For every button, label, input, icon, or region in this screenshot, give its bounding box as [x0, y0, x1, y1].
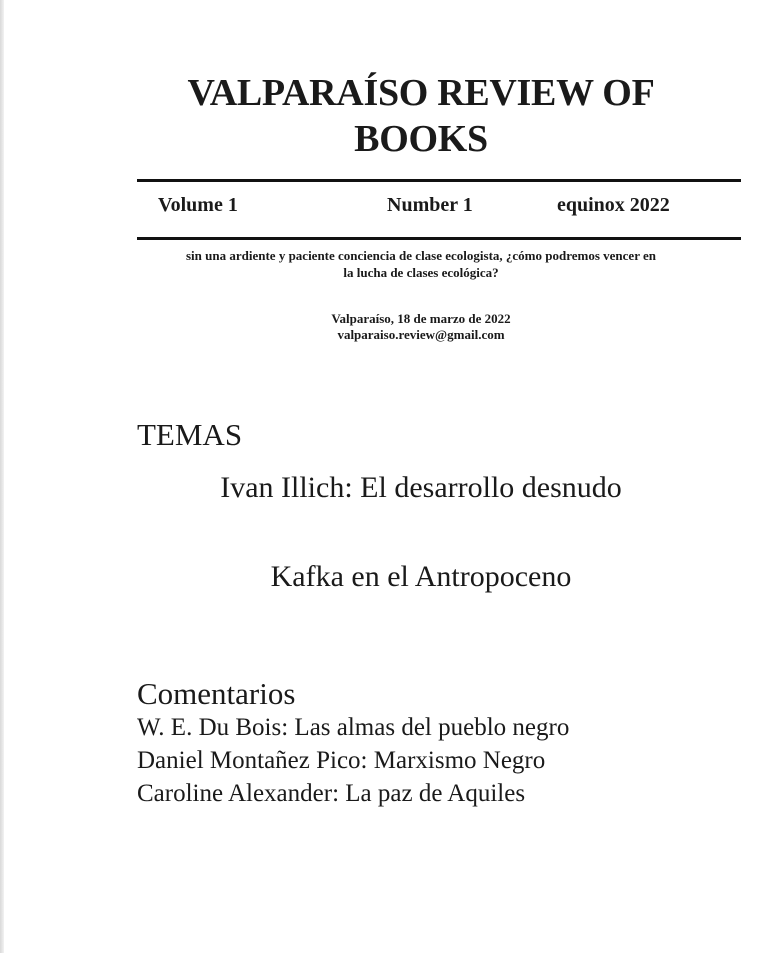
email-address: valparaiso.review@gmail.com — [337, 327, 505, 342]
header-rule-top — [137, 179, 741, 182]
tema-item: Ivan Illich: El desarrollo desnudo — [220, 471, 622, 504]
comentario-item: W. E. Du Bois: Las almas del pueblo negro — [137, 714, 570, 741]
number-label: Number 1 — [387, 194, 473, 216]
journal-title: VALPARAÍSO REVIEW OF BOOKS — [187, 72, 655, 160]
volume-label: Volume 1 — [158, 194, 238, 216]
comentarios-heading: Comentarios — [137, 676, 296, 711]
motto-line: sin una ardiente y paciente conciencia de clase ecologista, ¿cómo podremos vencer en — [186, 248, 656, 263]
tema-item: Kafka en el Antropoceno — [270, 560, 572, 593]
place-and-contact — [137, 311, 705, 343]
place-date: Valparaíso, 18 de marzo de 2022 — [331, 311, 511, 326]
comentario-item: Daniel Montañez Pico: Marxismo Negro — [137, 747, 546, 774]
motto-line: la lucha de clases ecológica? — [343, 265, 499, 280]
comentario-item: Caroline Alexander: La paz de Aquiles — [137, 780, 526, 807]
issue-season-label: equinox 2022 — [557, 194, 670, 216]
motto — [137, 247, 705, 281]
page-edge-shadow — [0, 0, 4, 953]
temas-heading: TEMAS — [137, 417, 243, 452]
header-rule-bottom — [137, 237, 741, 240]
